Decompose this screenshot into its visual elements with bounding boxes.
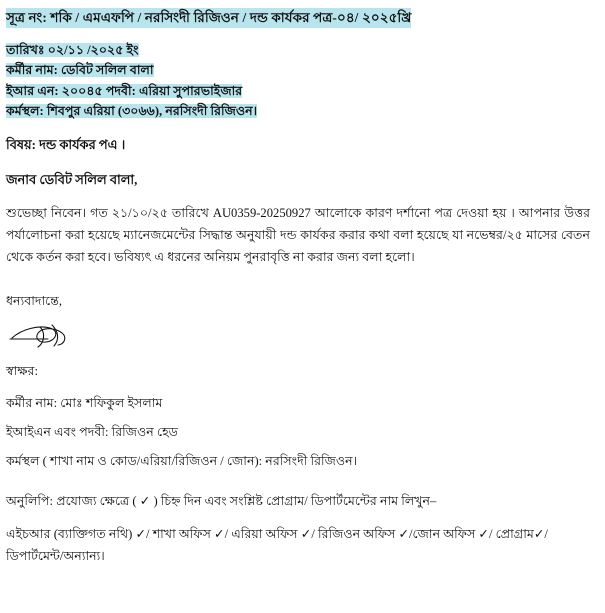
copy-to-title: অনুলিপি: প্রযোজ্য ক্ষেত্রে ( ✓ ) চিহ্ন দিন এবং সংশ্লিষ্ট প্রোগ্রাম/ ডিপার্টমেন্টের নাম লিখুন– <box>6 494 437 509</box>
signatory-workplace: কর্মস্থল ( শাখা নাম ও কোড/এরিয়া/রিজিওন / জোন): নরসিংদী রিজিওন। <box>6 454 358 468</box>
reference-number-line: সূত্র নং: শকি / এমএফপি / নরসিংদী রিজিওন / দন্ড কার্যকর পত্র-০৪/ ২০২৫খ্রি <box>6 8 411 28</box>
meta-employee-name <box>6 63 154 77</box>
salutation: জনাব ডেবিট সলিল বালা, <box>6 172 138 187</box>
meta-id-designation <box>6 84 242 98</box>
meta-row-date <box>6 40 595 60</box>
meta-row-employee-name <box>6 60 595 80</box>
meta-employee-name-label: কর্মীর নাম: <box>6 63 58 78</box>
letter-meta-block <box>6 40 595 122</box>
meta-workplace-label: কর্মস্থল: <box>6 104 44 119</box>
meta-row-workplace <box>6 101 595 121</box>
body-paragraph: শুভেচ্ছা নিবেন। গত ২১/১০/২৫ তারিখে AU0359-20250927 আলোকে কারণ দর্শানো পত্র দেওয়া হয় । আপনার উত্তর পর্যালোচনা করা হয়েছে ম্যানেজমেন্টের সিদ্ধান্ত অনুযায়ী দন্ড কার্যকর করার কথা বলা হয়েছে যা নভেম্বর/২৫ মাসের বেতন থেকে কর্তন করা হবে। ভবিষ্যৎ এ ধরনের অনিয়ম পুনরাবৃত্তি না করার জন্য বলা হলো। <box>6 205 590 265</box>
meta-id-designation-label: ইআর এন: ২০০৪৫ পদবী: <box>6 83 136 98</box>
signature-label: স্বাক্ষর: <box>6 363 38 378</box>
handwritten-signature <box>8 319 595 353</box>
signatory-name: কর্মীর নাম: মোঃ শফিকুল ইসলাম <box>6 395 163 410</box>
meta-employee-name-value: ডেবিট সলিল বালা <box>61 63 154 78</box>
subject-line: বিষয়: দন্ড কার্যকর পএ । <box>6 137 126 152</box>
meta-workplace <box>6 104 257 118</box>
meta-workplace-value: শিবপুর এরিয়া (৩০৬৬), নরসিংদী রিজিওন। <box>46 104 258 119</box>
meta-row-id-designation <box>6 81 595 101</box>
meta-date-value: ০২/১১ /২০২৫ ইং <box>47 42 139 57</box>
meta-date <box>6 43 139 57</box>
closing-line: ধন্যবাদান্তে, <box>6 293 63 308</box>
signatory-id-designation: ইআইএন এবং পদবী: রিজিওন হেড <box>6 424 178 439</box>
meta-id-designation-value: এরিয়া সুপারভাইজার <box>138 83 243 98</box>
copy-to-list: এইচআর (ব্যাক্তিগত নথি) ✓/ শাখা অফিস ✓/ এরিয়া অফিস ✓/ রিজিওন অফিস ✓/জোন অফিস ✓/ প্রোগ্রাম✓/ ডিপার্টমেন্ট/অন্যান্য। <box>6 527 548 564</box>
meta-date-label: তারিখঃ <box>6 42 45 57</box>
